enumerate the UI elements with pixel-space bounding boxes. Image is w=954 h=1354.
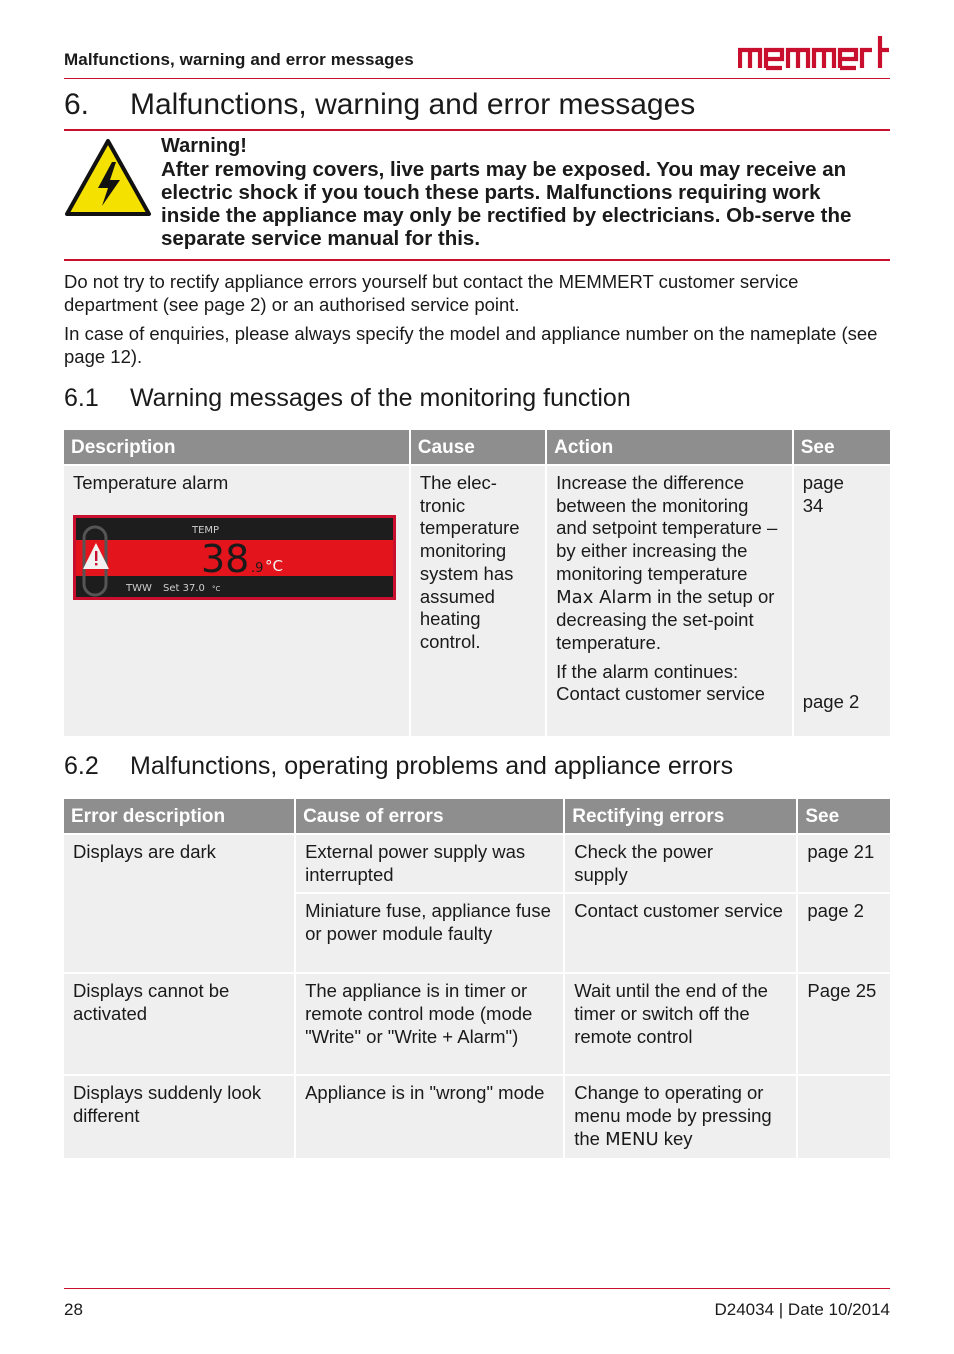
see-reference-1: page 34 — [802, 472, 844, 516]
see-cell: Page 25 — [798, 974, 890, 1074]
chapter-number: 6. — [64, 88, 90, 121]
see-cell — [794, 466, 890, 736]
column-header: Rectifying errors — [565, 799, 796, 833]
document-id: D24034 | Date 10/2014 — [714, 1300, 890, 1319]
display-setpoint-unit: °C — [212, 584, 221, 593]
section-number: 6.2 — [64, 752, 99, 780]
column-header: Cause — [411, 430, 545, 464]
chapter-rule — [64, 129, 890, 131]
warning-title: Warning! — [161, 135, 247, 157]
action-text-2: If the alarm continues: Contact customer service — [556, 660, 765, 705]
menu-key: MENU — [605, 1128, 659, 1150]
warning-body: After removing covers, live parts may be exposed. You may receive an electric shock if you touch these parts. Malfunctions requiring work inside the appliance may only be rectified by electricians. Ob-serve the separate service manual for this. — [161, 158, 852, 250]
table-row — [64, 974, 890, 1074]
fix-cell: Check the power supply — [565, 835, 796, 892]
warning-text — [161, 135, 881, 250]
fix-cell: Contact customer service — [565, 894, 796, 972]
cause-cell: Appliance is in "wrong" mode — [296, 1076, 563, 1157]
display-value-decimal: .9 — [251, 560, 264, 576]
see-reference-2: page 2 — [802, 691, 860, 712]
display-value-main: 38 — [201, 536, 250, 581]
cause-cell: External power supply was interrupted — [296, 835, 563, 892]
header-rule — [64, 78, 890, 79]
column-header: See — [794, 430, 890, 464]
see-cell — [798, 1076, 890, 1157]
table-row — [64, 835, 890, 892]
page-number: 28 — [64, 1300, 83, 1319]
error-cell: Displays cannot be activated — [64, 974, 294, 1074]
display-label: TEMP — [192, 524, 220, 536]
description-text: Temperature alarm — [73, 472, 229, 493]
cause-cell: The elec-tronic temperature monitoring system has assumed heating control. — [411, 466, 545, 736]
column-header: Cause of errors — [296, 799, 563, 833]
warning-messages-table — [62, 428, 892, 738]
see-cell: page 21 — [798, 835, 890, 892]
fix-cell: Wait until the end of the timer or switch off the remote control — [565, 974, 796, 1074]
temperature-alarm-display — [73, 515, 396, 600]
memmert-logo — [738, 32, 890, 72]
appliance-errors-table — [62, 797, 892, 1160]
column-header: See — [798, 799, 890, 833]
intro-paragraph-2: In case of enquiries, please always specify the model and appliance number on the nameplate (see page 12). — [64, 323, 878, 367]
chapter-title: Malfunctions, warning and error messages — [130, 88, 696, 121]
table-row — [64, 466, 890, 736]
chapter-heading — [64, 88, 695, 122]
section-title: Malfunctions, operating problems and appliance errors — [130, 752, 734, 780]
cause-cell: The appliance is in timer or remote control mode (mode "Write" or "Write + Alarm") — [296, 974, 563, 1074]
column-header: Error description — [64, 799, 294, 833]
table-header-row — [64, 799, 890, 833]
section-number: 6.1 — [64, 384, 99, 412]
section-title: Warning messages of the monitoring function — [130, 384, 631, 412]
action-cell — [547, 466, 792, 736]
see-cell: page 2 — [798, 894, 890, 972]
cause-cell: Miniature fuse, appliance fuse or power module faulty — [296, 894, 563, 972]
display-mode: TWW — [126, 582, 152, 594]
section-heading-6-2 — [64, 752, 733, 781]
table-row — [64, 1076, 890, 1157]
description-cell — [64, 466, 409, 736]
running-title: Malfunctions, warning and error messages — [64, 50, 414, 69]
column-header: Description — [64, 430, 409, 464]
warning-rule — [64, 259, 890, 261]
max-alarm-key: Max Alarm — [556, 586, 653, 608]
fix-cell: Change to operating or menu mode by pressing the MENU key — [565, 1076, 796, 1157]
action-text-1: Increase the difference between the monitoring and setpoint temperature – by either increasing the monitoring temperature Max Alarm in the setup or decreasing the set-point temperature. — [556, 472, 778, 653]
column-header: Action — [547, 430, 792, 464]
display-setpoint: Set 37.0 — [163, 582, 205, 594]
table-header-row — [64, 430, 890, 464]
intro-paragraph-1: Do not try to rectify appliance errors yourself but contact the MEMMERT customer service department (see page 2) or an authorised service point. — [64, 271, 799, 315]
error-cell: Displays are dark — [64, 835, 294, 972]
display-unit: °C — [265, 556, 283, 575]
error-cell: Displays suddenly look different — [64, 1076, 294, 1157]
high-voltage-warning-icon — [64, 138, 152, 218]
footer-rule — [64, 1288, 890, 1289]
section-heading-6-1 — [64, 384, 631, 413]
